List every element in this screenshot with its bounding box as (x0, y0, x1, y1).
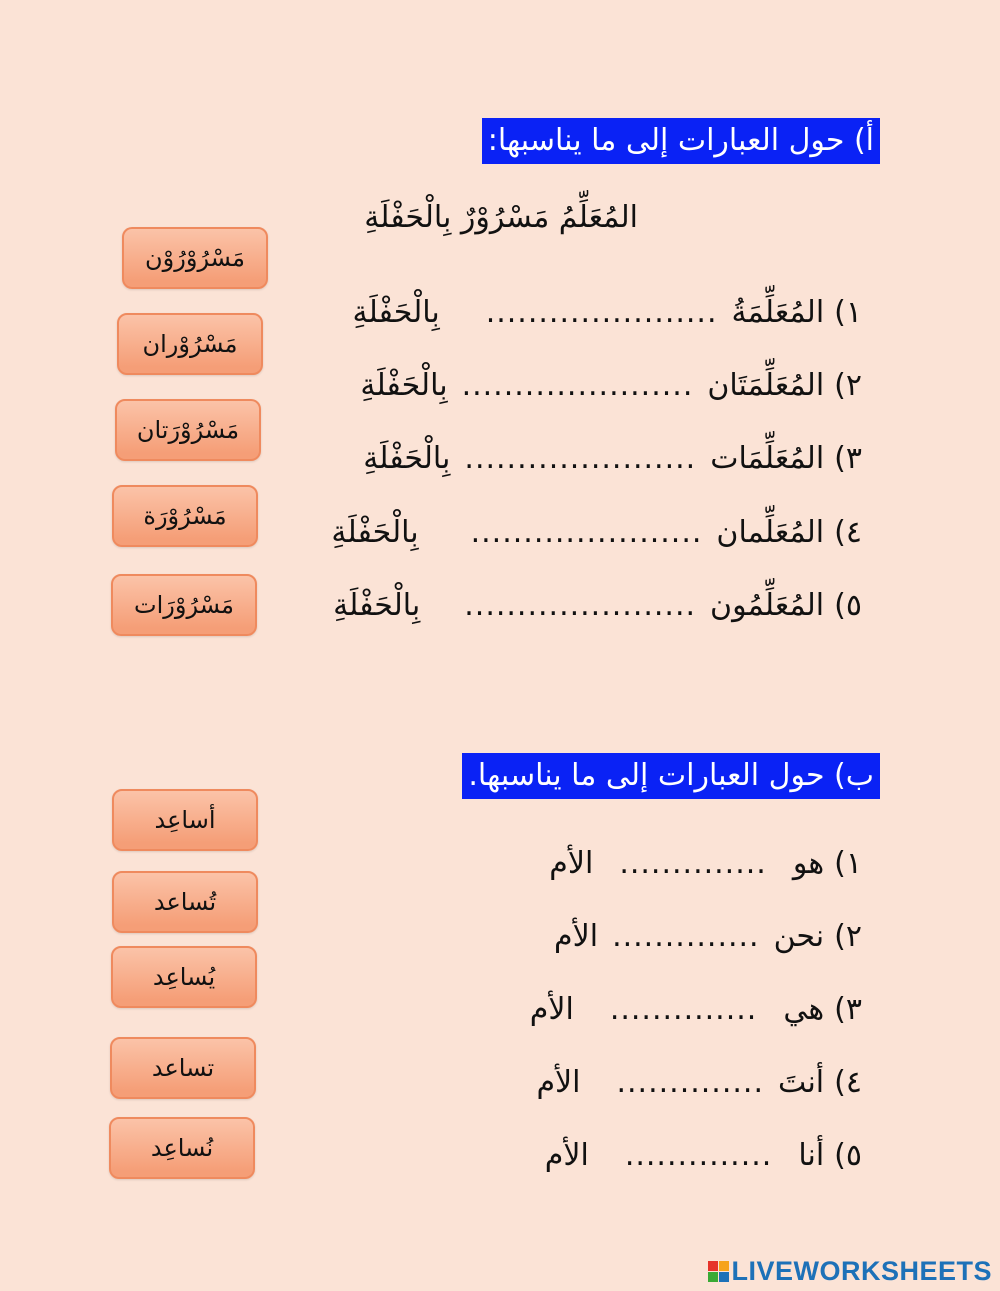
exercise-a-line-3 (363, 433, 862, 483)
line-ending: الأم (529, 991, 574, 1027)
drag-option-masruran[interactable]: مَسْرُوْران (117, 313, 263, 375)
line-ending: بِالْحَفْلَةِ (363, 440, 451, 476)
answer-blank[interactable]: ...................... (464, 587, 697, 623)
exercise-b-line-2 (554, 911, 862, 961)
drag-option-yusaid[interactable]: يُساعِد (111, 946, 257, 1008)
logo-icon (708, 1261, 729, 1282)
line-subject: المُعَلِّمَةُ (731, 294, 825, 330)
drag-option-usaid[interactable]: أساعِد (112, 789, 258, 851)
exercise-a-line-2 (360, 360, 862, 410)
line-number: ٥) (834, 1137, 862, 1173)
drag-option-masrurun[interactable]: مَسْرُوْرُوْن (122, 227, 268, 289)
answer-blank[interactable]: .............. (609, 991, 758, 1027)
liveworksheets-logo (708, 1256, 992, 1287)
answer-blank[interactable]: .............. (619, 845, 767, 881)
line-subject: هو (792, 845, 825, 881)
line-number: ٤) (834, 1064, 862, 1100)
logo-square (708, 1272, 718, 1282)
answer-blank[interactable]: .............. (624, 1137, 773, 1173)
logo-text: LIVEWORKSHEETS (731, 1256, 992, 1286)
exercise-a-line-1 (353, 287, 862, 337)
line-number: ٢) (834, 918, 862, 954)
line-ending: الأم (549, 845, 594, 881)
logo-square (708, 1261, 718, 1271)
line-subject: المُعَلِّمَات (710, 440, 825, 476)
answer-blank[interactable]: ...................... (464, 440, 697, 476)
line-number: ١) (834, 294, 862, 330)
drag-option-masrura[interactable]: مَسْرُوْرَة (112, 485, 258, 547)
drag-option-tasaid[interactable]: تساعد (110, 1037, 256, 1099)
line-number: ٤) (834, 514, 862, 550)
line-ending: الأم (544, 1137, 589, 1173)
section-a-heading: أ) حول العبارات إلى ما يناسبها: (482, 118, 880, 164)
line-ending: بِالْحَفْلَةِ (352, 294, 440, 330)
line-subject: المُعَلِّمان (716, 514, 825, 550)
drag-option-nusaid[interactable]: نُساعِد (109, 1117, 255, 1179)
exercise-a-line-4 (331, 507, 862, 557)
line-ending: بِالْحَفْلَةِ (331, 514, 419, 550)
answer-blank[interactable]: .............. (616, 1064, 764, 1100)
drag-option-tusaid[interactable]: تُساعد (112, 871, 258, 933)
line-subject: أنا (798, 1137, 825, 1173)
line-number: ٣) (834, 991, 862, 1027)
drag-option-masrurat[interactable]: مَسْرُوْرَات (111, 574, 257, 636)
line-ending: الأم (536, 1064, 581, 1100)
example-sentence: المُعَلِّمُ مَسْرُوْرٌ بِالْحَفْلَةِ (364, 200, 638, 235)
exercise-b-line-1 (549, 838, 862, 888)
answer-blank[interactable]: ...................... (461, 367, 694, 403)
line-subject: أنتَ (778, 1064, 825, 1100)
answer-blank[interactable]: .............. (612, 918, 760, 954)
drag-option-masruratan[interactable]: مَسْرُوْرَتان (115, 399, 261, 461)
line-number: ٥) (834, 587, 862, 623)
line-subject: هي (783, 991, 825, 1027)
exercise-b-line-4 (536, 1057, 862, 1107)
line-subject: المُعَلِّمُون (710, 587, 825, 623)
exercise-a-line-5 (333, 580, 862, 630)
line-subject: نحن (773, 918, 825, 954)
line-subject: المُعَلِّمَتَان (707, 367, 825, 403)
line-ending: بِالْحَفْلَةِ (360, 367, 448, 403)
line-ending: الأم (554, 918, 599, 954)
exercise-b-line-3 (530, 984, 862, 1034)
line-number: ٣) (834, 440, 862, 476)
line-number: ١) (834, 845, 862, 881)
answer-blank[interactable]: ...................... (485, 294, 718, 330)
logo-square (719, 1261, 729, 1271)
section-b-heading: ب) حول العبارات إلى ما يناسبها. (462, 753, 880, 799)
exercise-b-line-5 (545, 1130, 862, 1180)
logo-square (719, 1272, 729, 1282)
line-ending: بِالْحَفْلَةِ (333, 587, 421, 623)
answer-blank[interactable]: ...................... (470, 514, 703, 550)
line-number: ٢) (834, 367, 862, 403)
